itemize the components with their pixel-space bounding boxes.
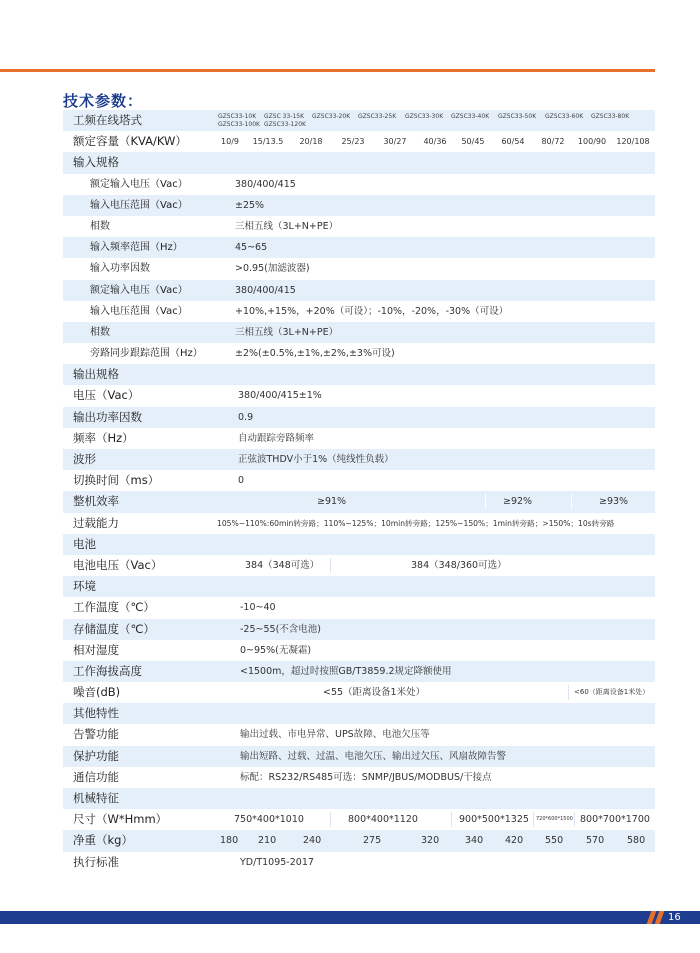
section-heading: 输入规格 <box>73 155 119 170</box>
row-value: 384（348/360可选） <box>411 559 507 571</box>
table-row <box>63 724 655 745</box>
weight-value: 570 <box>586 835 605 847</box>
row-label: 输入电压范围（Vac） <box>90 199 188 211</box>
row-label: 存储温度（℃） <box>73 621 155 636</box>
weight-value: 320 <box>421 835 440 847</box>
row-label: 旁路同步跟踪范围（Hz） <box>90 348 203 360</box>
model-name: GZSC33-120K <box>264 121 306 128</box>
row-value: ≥93% <box>599 496 629 508</box>
row-value: 384（348可选） <box>245 559 320 571</box>
row-label: 波形 <box>73 452 96 466</box>
row-label: 频率（Hz） <box>73 430 134 445</box>
capacity-value: 40/36 <box>423 137 447 147</box>
row-label: 告警功能 <box>73 727 119 742</box>
row-value: YD/T1095-2017 <box>240 856 314 868</box>
weight-value: 180 <box>220 835 239 847</box>
capacity-value: 60/54 <box>501 137 525 147</box>
row-label: 电压（Vac） <box>73 388 140 403</box>
model-name: GZSC33-60K <box>545 113 584 120</box>
table-row <box>63 258 655 279</box>
table-row <box>63 322 655 343</box>
table-row <box>63 174 655 195</box>
spec-table <box>63 110 655 873</box>
row-value: 380/400/415 <box>235 284 296 296</box>
table-row <box>63 703 655 724</box>
table-row <box>63 237 655 258</box>
row-value: 380/400/415 <box>235 178 296 190</box>
capacity-value: 25/23 <box>341 137 365 147</box>
row-label: 电池电压（Vac） <box>73 557 163 572</box>
section-heading: 其他特性 <box>73 706 119 721</box>
weight-value: 420 <box>505 835 524 847</box>
row-label: 尺寸（W*Hmm） <box>73 812 168 827</box>
column-divider <box>574 812 575 827</box>
table-row <box>63 661 655 682</box>
model-name: GZSC33-30K <box>405 113 444 120</box>
table-row <box>63 385 655 406</box>
section-title: 技术参数： <box>63 92 144 110</box>
column-divider <box>330 558 331 573</box>
table-row <box>63 619 655 640</box>
table-row <box>63 280 655 301</box>
row-label: 过载能力 <box>73 515 119 530</box>
table-row <box>63 195 655 216</box>
row-value: 三相五线（3L+N+PE） <box>235 220 339 232</box>
header-rule <box>0 69 655 72</box>
column-divider <box>485 494 486 509</box>
row-label: 额定容量（KVA/KW） <box>73 134 187 149</box>
bypass-input-group <box>63 280 655 365</box>
row-label: 相数 <box>90 326 110 338</box>
row-value: 输出短路、过载、过温、电池欠压、输出过欠压、风扇故障告警 <box>240 750 507 762</box>
footer-bar <box>0 911 700 924</box>
table-row <box>63 809 655 830</box>
row-label: 净重（kg） <box>73 833 133 848</box>
model-name: GZSC33-80K <box>591 113 630 120</box>
table-row <box>63 152 655 173</box>
table-row <box>63 428 655 449</box>
table-row <box>63 449 655 470</box>
table-row <box>63 110 655 131</box>
table-row <box>63 131 655 152</box>
row-value: -25~55(不含电池) <box>240 623 321 635</box>
row-value: ±25% <box>235 199 265 211</box>
capacity-value: 30/27 <box>383 137 407 147</box>
row-label: 相数 <box>90 220 110 232</box>
section-heading: 输出规格 <box>73 367 119 382</box>
row-value: 输出过载、市电异常、UPS故障、电池欠压等 <box>240 729 430 741</box>
weight-value: 340 <box>465 835 484 847</box>
row-value: 720*600*1500 <box>536 816 573 823</box>
row-label: 输出功率因数 <box>73 409 142 424</box>
column-divider <box>571 494 572 509</box>
model-name: GZSC33-10K <box>218 113 257 120</box>
table-row <box>63 576 655 597</box>
weight-value: 240 <box>303 835 322 847</box>
column-divider <box>568 685 569 700</box>
table-row <box>63 852 655 873</box>
table-row <box>63 301 655 322</box>
row-label: 整机效率 <box>73 494 119 509</box>
row-value: 750*400*1010 <box>234 814 304 826</box>
row-label: 执行标准 <box>73 854 119 869</box>
model-name: GZSC 33-15K <box>264 113 305 120</box>
table-row <box>63 767 655 788</box>
capacity-value: 10/9 <box>221 137 239 147</box>
weight-value: 580 <box>627 835 646 847</box>
column-divider <box>330 812 331 827</box>
page-number: 16 <box>668 912 681 923</box>
capacity-value: 100/90 <box>577 137 607 147</box>
row-label: 额定输入电压（Vac） <box>90 284 188 296</box>
row-label: 输入频率范围（Hz） <box>90 242 183 254</box>
row-label: 额定输入电压（Vac） <box>90 178 188 190</box>
table-row <box>63 534 655 555</box>
capacity-value: 50/45 <box>461 137 485 147</box>
row-value: 900*500*1325 <box>459 814 529 826</box>
row-value: 0~95%(无凝霜) <box>240 644 312 656</box>
table-row <box>63 555 655 576</box>
row-value: 45~65 <box>235 242 268 254</box>
row-value: ≥91% <box>317 496 347 508</box>
section-heading: 电池 <box>73 536 96 551</box>
row-value: ±2%(±0.5%,±1%,±2%,±3%可设) <box>235 348 395 360</box>
capacity-value: 80/72 <box>541 137 565 147</box>
table-row <box>63 830 655 851</box>
table-row <box>63 216 655 237</box>
table-row <box>63 682 655 703</box>
weight-value: 550 <box>545 835 564 847</box>
weight-value: 275 <box>363 835 382 847</box>
table-row <box>63 491 655 512</box>
row-label: 工作海拔高度 <box>73 663 142 678</box>
row-label: 通信功能 <box>73 769 119 784</box>
capacity-value: 20/18 <box>299 137 323 147</box>
row-label: 切换时间（ms） <box>73 473 160 488</box>
row-label: 输入电压范围（Vac） <box>90 305 188 317</box>
column-divider <box>451 812 452 827</box>
table-row <box>63 640 655 661</box>
table-row <box>63 470 655 491</box>
table-row <box>63 746 655 767</box>
row-label: 噪音(dB) <box>73 685 121 700</box>
table-row <box>63 364 655 385</box>
model-name: GZSC33-100K <box>218 121 260 128</box>
table-row <box>63 513 655 534</box>
row-value: <1500m，超过时按照GB/T3859.2规定降额使用 <box>240 665 452 677</box>
table-row <box>63 407 655 428</box>
model-name: GZSC33-25K <box>358 113 397 120</box>
section-heading: 环境 <box>73 579 96 594</box>
row-label: 输入功率因数 <box>90 263 150 275</box>
row-value: -10~40 <box>240 602 276 614</box>
model-name: GZSC33-20K <box>312 113 351 120</box>
table-row <box>63 788 655 809</box>
table-row <box>63 343 655 364</box>
row-value: 正弦波THDV小于1%（纯线性负载） <box>238 454 394 465</box>
row-value: 三相五线（3L+N+PE） <box>235 326 339 338</box>
weight-value: 210 <box>258 835 277 847</box>
row-value: ≥92% <box>503 496 533 508</box>
row-value: >0.95(加滤波器) <box>235 263 310 275</box>
row-value: 105%~110%:60min转旁路；110%~125%；10min转旁路；125%~150%；1min转旁路；>150%；10s转旁路 <box>217 518 615 528</box>
capacity-value: 15/13.5 <box>252 137 284 147</box>
row-value: 800*700*1700 <box>580 814 650 826</box>
model-name: GZSC33-50K <box>498 113 537 120</box>
row-value: 0.9 <box>238 411 254 423</box>
row-value: 380/400/415±1% <box>238 390 322 402</box>
row-label: 相对湿度 <box>73 642 119 657</box>
row-value: <55（距离设备1米处） <box>323 687 426 699</box>
capacity-value: 120/108 <box>616 137 650 147</box>
row-value: 0 <box>238 475 245 487</box>
model-name: GZSC33-40K <box>451 113 490 120</box>
row-value: 800*400*1120 <box>348 814 418 826</box>
column-divider <box>533 812 534 827</box>
row-label: 保护功能 <box>73 748 119 763</box>
row-value: 标配：RS232/RS485可选：SNMP/JBUS/MODBUS/干接点 <box>240 771 492 783</box>
section-heading: 机械特征 <box>73 791 119 805</box>
row-value: <60（距离设备1米处） <box>574 688 650 697</box>
table-row <box>63 597 655 618</box>
row-value: +10%,+15%，+20%（可设）；-10%，-20%，-30%（可设） <box>235 305 509 317</box>
main-input-group <box>63 174 655 280</box>
row-label: 工作温度（℃） <box>73 600 155 615</box>
row-label: 工频在线塔式 <box>73 113 142 127</box>
row-value: 自动跟踪旁路频率 <box>238 432 315 444</box>
